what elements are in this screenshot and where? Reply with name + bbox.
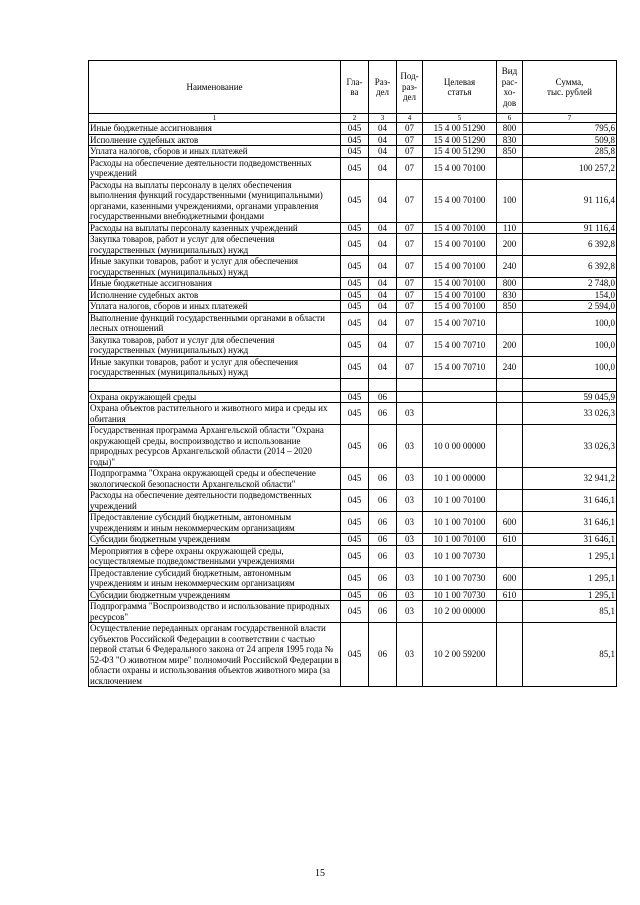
cell-vid — [497, 403, 523, 425]
cell-target: 15 4 00 51290 — [423, 146, 497, 158]
cell-name: Предоставление субсидий бюджетным, автономным учреждениям и иным некоммерческим организациям — [89, 512, 341, 534]
cell-razdel: 04 — [369, 179, 397, 222]
cell-name: Выполнение функций государственными органами в области лесных отношений — [89, 312, 341, 334]
page-number: 15 — [315, 868, 325, 879]
cell-glava: 045 — [341, 278, 369, 290]
cell-target: 15 4 00 51290 — [423, 123, 497, 135]
table-row — [89, 403, 617, 425]
cell-target: 10 1 00 00000 — [423, 468, 497, 490]
cell-razdel: 06 — [369, 468, 397, 490]
cell-razdel: 06 — [369, 534, 397, 546]
cell-target: 15 4 00 70100 — [423, 256, 497, 278]
table-row — [89, 378, 617, 391]
cell-sum: 509,8 — [523, 134, 617, 146]
cell-name: Расходы на выплаты персоналу казенных учреждений — [89, 222, 341, 234]
cell-podrazdel: 07 — [397, 256, 423, 278]
table-row — [89, 234, 617, 256]
cell-target: 10 0 00 00000 — [423, 425, 497, 468]
cell-vid: 830 — [497, 134, 523, 146]
cell-razdel: 06 — [369, 490, 397, 512]
cell-glava: 045 — [341, 589, 369, 601]
cell-glava: 045 — [341, 289, 369, 301]
cell-name: Расходы на обеспечение деятельности подведомственных учреждений — [89, 157, 341, 179]
cell-razdel: 06 — [369, 567, 397, 589]
cell-razdel: 06 — [369, 512, 397, 534]
cell-podrazdel: 03 — [397, 601, 423, 623]
cell-podrazdel: 07 — [397, 301, 423, 313]
table-row — [89, 134, 617, 146]
cell-vid: 240 — [497, 256, 523, 278]
cell-vid — [497, 601, 523, 623]
cell-target: 15 4 00 70710 — [423, 334, 497, 356]
cell-name: Подпрограмма "Охрана окружающей среды и обеспечение экологической безопасности Архангельской области" — [89, 468, 341, 490]
cell-podrazdel: 03 — [397, 468, 423, 490]
table-row — [89, 391, 617, 403]
cell-podrazdel: 07 — [397, 179, 423, 222]
cell-name: Мероприятия в сфере охраны окружающей среды, осуществляемые подведомственными учреждениями — [89, 545, 341, 567]
cell-glava: 045 — [341, 356, 369, 378]
cell-glava: 045 — [341, 468, 369, 490]
cell-podrazdel: 03 — [397, 425, 423, 468]
cell-glava: 045 — [341, 301, 369, 313]
cell-target: 10 1 00 70730 — [423, 567, 497, 589]
cell-glava: 045 — [341, 222, 369, 234]
cell-vid: 110 — [497, 222, 523, 234]
table-row — [89, 601, 617, 623]
cell-name: Иные бюджетные ассигнования — [89, 123, 341, 135]
cell-razdel: 06 — [369, 403, 397, 425]
cell-name: Исполнение судебных актов — [89, 289, 341, 301]
cell-razdel: 04 — [369, 356, 397, 378]
cell-razdel: 04 — [369, 123, 397, 135]
table-row — [89, 278, 617, 290]
cell-sum: 85,1 — [523, 623, 617, 687]
cell-podrazdel: 07 — [397, 278, 423, 290]
column-number: 2 — [341, 114, 369, 123]
table-row — [89, 289, 617, 301]
cell-name: Уплата налогов, сборов и иных платежей — [89, 146, 341, 158]
cell-name: Исполнение судебных актов — [89, 134, 341, 146]
table-row — [89, 123, 617, 135]
cell-name: Иные закупки товаров, работ и услуг для обеспечения государственных (муниципальных) нужд — [89, 256, 341, 278]
cell-razdel: 06 — [369, 425, 397, 468]
cell-vid: 610 — [497, 589, 523, 601]
cell-vid — [497, 378, 523, 391]
cell-glava: 045 — [341, 490, 369, 512]
cell-glava: 045 — [341, 234, 369, 256]
table-row — [89, 468, 617, 490]
cell-vid: 600 — [497, 567, 523, 589]
cell-glava: 045 — [341, 157, 369, 179]
cell-glava: 045 — [341, 334, 369, 356]
table-row — [89, 146, 617, 158]
cell-podrazdel: 03 — [397, 512, 423, 534]
table-row — [89, 589, 617, 601]
cell-target: 10 1 00 70100 — [423, 512, 497, 534]
cell-glava: 045 — [341, 403, 369, 425]
cell-razdel: 04 — [369, 334, 397, 356]
column-number: 6 — [497, 114, 523, 123]
cell-target: 15 4 00 51290 — [423, 134, 497, 146]
table-row — [89, 623, 617, 687]
cell-target: 15 4 00 70100 — [423, 278, 497, 290]
cell-podrazdel — [397, 378, 423, 391]
cell-vid — [497, 545, 523, 567]
cell-glava: 045 — [341, 179, 369, 222]
cell-podrazdel: 07 — [397, 312, 423, 334]
cell-name: Закупка товаров, работ и услуг для обеспечения государственных (муниципальных) нужд — [89, 234, 341, 256]
cell-name: Осуществление переданных органам государственной власти субъектов Российской Федерации в соответствии с частью первой статьи 6 Федерального закона от 24 апреля 1995 года № 52-ФЗ "О животном мире" полномочий Российской Федерации в области охраны и использования объектов животного мира (за исключением — [90, 623, 339, 686]
cell-vid — [497, 623, 523, 687]
cell-razdel: 06 — [369, 589, 397, 601]
cell-vid: 200 — [497, 234, 523, 256]
cell-sum: 285,8 — [523, 146, 617, 158]
cell-sum: 100,0 — [523, 312, 617, 334]
cell-razdel: 04 — [369, 301, 397, 313]
cell-name: Уплата налогов, сборов и иных платежей — [89, 301, 341, 313]
cell-glava: 045 — [341, 623, 369, 687]
cell-vid — [497, 157, 523, 179]
cell-sum: 59 045,9 — [523, 391, 617, 403]
cell-sum: 100 257,2 — [523, 157, 617, 179]
table-row — [89, 312, 617, 334]
column-number: 7 — [523, 114, 617, 123]
cell-podrazdel: 07 — [397, 222, 423, 234]
cell-vid: 600 — [497, 512, 523, 534]
cell-glava: 045 — [341, 425, 369, 468]
table-row — [89, 567, 617, 589]
cell-vid — [497, 490, 523, 512]
header-razdel: Раз- дел — [369, 61, 397, 114]
cell-target: 10 2 00 00000 — [423, 601, 497, 623]
header-podrazdel: Под- раз- дел — [397, 61, 423, 114]
header-sum: Сумма, тыс. рублей — [523, 61, 617, 114]
cell-podrazdel — [397, 391, 423, 403]
table-row — [89, 490, 617, 512]
cell-target: 15 4 00 70100 — [423, 222, 497, 234]
cell-sum: 31 646,1 — [523, 512, 617, 534]
cell-target: 15 4 00 70100 — [423, 179, 497, 222]
cell-sum: 31 646,1 — [523, 490, 617, 512]
table-row — [89, 512, 617, 534]
cell-glava: 045 — [341, 534, 369, 546]
cell-vid: 800 — [497, 123, 523, 135]
cell-vid: 830 — [497, 289, 523, 301]
cell-target — [423, 403, 497, 425]
cell-sum: 795,6 — [523, 123, 617, 135]
table-header-row — [89, 61, 617, 114]
table-row — [89, 179, 617, 222]
table-row — [89, 256, 617, 278]
cell-podrazdel: 07 — [397, 134, 423, 146]
cell-target: 15 4 00 70710 — [423, 356, 497, 378]
table-row — [89, 545, 617, 567]
column-number: 5 — [423, 114, 497, 123]
cell-glava: 045 — [341, 545, 369, 567]
header-glava: Гла- ва — [341, 61, 369, 114]
cell-sum: 32 941,2 — [523, 468, 617, 490]
cell-name: Расходы на обеспечение деятельности подведомственных учреждений — [89, 490, 341, 512]
cell-vid: 850 — [497, 301, 523, 313]
cell-razdel: 04 — [369, 157, 397, 179]
cell-podrazdel: 07 — [397, 289, 423, 301]
table-row — [89, 534, 617, 546]
table-row — [89, 301, 617, 313]
cell-podrazdel: 07 — [397, 123, 423, 135]
cell-vid: 610 — [497, 534, 523, 546]
cell-razdel: 04 — [369, 278, 397, 290]
cell-target: 15 4 00 70100 — [423, 157, 497, 179]
cell-name: Государственная программа Архангельской области "Охрана окружающей среды, воспроизводство и использование природных ресурсов Архангельской области (2014 – 2020 годы)" — [89, 425, 341, 468]
cell-sum: 91 116,4 — [523, 179, 617, 222]
cell-sum: 91 116,4 — [523, 222, 617, 234]
cell-glava: 045 — [341, 123, 369, 135]
cell-glava: 045 — [341, 312, 369, 334]
cell-podrazdel: 03 — [397, 567, 423, 589]
cell-sum: 2 748,0 — [523, 278, 617, 290]
cell-podrazdel: 03 — [397, 490, 423, 512]
cell-name: Подпрограмма "Воспроизводство и использование природных ресурсов" — [89, 601, 341, 623]
cell-razdel: 04 — [369, 256, 397, 278]
cell-glava: 045 — [341, 256, 369, 278]
column-number: 1 — [89, 114, 341, 123]
cell-razdel: 06 — [369, 391, 397, 403]
cell-target: 10 1 00 70730 — [423, 589, 497, 601]
cell-podrazdel: 03 — [397, 623, 423, 687]
cell-razdel: 04 — [369, 146, 397, 158]
cell-name: Закупка товаров, работ и услуг для обеспечения государственных (муниципальных) нужд — [89, 334, 341, 356]
cell-sum: 85,1 — [523, 601, 617, 623]
cell-vid: 200 — [497, 334, 523, 356]
cell-sum: 1 295,1 — [523, 567, 617, 589]
cell-podrazdel: 03 — [397, 545, 423, 567]
cell-target: 10 1 00 70730 — [423, 545, 497, 567]
header-vid: Вид рас- хо- дов — [497, 61, 523, 114]
table-row — [89, 356, 617, 378]
cell-sum — [523, 378, 617, 391]
cell-razdel: 04 — [369, 289, 397, 301]
cell-glava: 045 — [341, 146, 369, 158]
cell-razdel: 06 — [369, 601, 397, 623]
cell-razdel: 04 — [369, 222, 397, 234]
cell-vid — [497, 391, 523, 403]
cell-glava — [341, 378, 369, 391]
table-row — [89, 334, 617, 356]
cell-glava: 045 — [341, 391, 369, 403]
cell-target — [423, 391, 497, 403]
cell-razdel: 04 — [369, 234, 397, 256]
cell-name: Иные закупки товаров, работ и услуг для обеспечения государственных (муниципальных) нужд — [89, 356, 341, 378]
cell-podrazdel: 03 — [397, 534, 423, 546]
cell-name: Иные бюджетные ассигнования — [89, 278, 341, 290]
cell-target: 15 4 00 70100 — [423, 234, 497, 256]
cell-razdel: 04 — [369, 134, 397, 146]
cell-vid — [497, 425, 523, 468]
table-body — [89, 123, 617, 687]
cell-vid: 850 — [497, 146, 523, 158]
cell-target — [423, 378, 497, 391]
column-number: 3 — [369, 114, 397, 123]
cell-glava: 045 — [341, 512, 369, 534]
cell-sum: 100,0 — [523, 334, 617, 356]
cell-sum: 31 646,1 — [523, 534, 617, 546]
cell-sum: 100,0 — [523, 356, 617, 378]
cell-razdel — [369, 378, 397, 391]
cell-name: Предоставление субсидий бюджетным, автономным учреждениям и иным некоммерческим организациям — [89, 567, 341, 589]
cell-vid: 240 — [497, 356, 523, 378]
cell-target: 15 4 00 70710 — [423, 312, 497, 334]
budget-table — [88, 60, 617, 687]
cell-razdel: 06 — [369, 623, 397, 687]
cell-sum: 1 295,1 — [523, 545, 617, 567]
cell-sum: 2 594,0 — [523, 301, 617, 313]
cell-target: 15 4 00 70100 — [423, 289, 497, 301]
table-row — [89, 222, 617, 234]
cell-vid: 800 — [497, 278, 523, 290]
cell-glava: 045 — [341, 567, 369, 589]
cell-sum: 33 026,3 — [523, 425, 617, 468]
cell-podrazdel: 07 — [397, 146, 423, 158]
cell-glava: 045 — [341, 601, 369, 623]
header-target: Целевая статья — [423, 61, 497, 114]
cell-vid — [497, 312, 523, 334]
cell-target: 10 1 00 70100 — [423, 490, 497, 512]
cell-name: Субсидии бюджетным учреждениям — [89, 534, 341, 546]
table-row — [89, 157, 617, 179]
cell-target: 10 1 00 70100 — [423, 534, 497, 546]
column-number: 4 — [397, 114, 423, 123]
cell-name: Охрана объектов растительного и животного мира и среды их обитания — [89, 403, 341, 425]
cell-target: 10 2 00 59200 — [423, 623, 497, 687]
cell-name: Охрана окружающей среды — [89, 391, 341, 403]
cell-sum: 33 026,3 — [523, 403, 617, 425]
cell-podrazdel: 03 — [397, 589, 423, 601]
cell-razdel: 06 — [369, 545, 397, 567]
cell-vid: 100 — [497, 179, 523, 222]
table-row — [89, 425, 617, 468]
cell-podrazdel: 07 — [397, 157, 423, 179]
cell-podrazdel: 07 — [397, 356, 423, 378]
cell-podrazdel: 03 — [397, 403, 423, 425]
header-name: Наименование — [89, 61, 341, 114]
cell-sum: 6 392,8 — [523, 256, 617, 278]
cell-name: Расходы на выплаты персоналу в целях обеспечения выполнения функций государственными (муниципальными) органами, казенными учреждениями, органами управления государственными внебюджетными фондами — [89, 179, 341, 222]
cell-podrazdel: 07 — [397, 334, 423, 356]
cell-razdel: 04 — [369, 312, 397, 334]
cell-podrazdel: 07 — [397, 234, 423, 256]
cell-name: Субсидии бюджетным учреждениям — [89, 589, 341, 601]
cell-sum: 6 392,8 — [523, 234, 617, 256]
cell-name — [89, 378, 341, 391]
column-number-row — [89, 114, 617, 123]
cell-sum: 1 295,1 — [523, 589, 617, 601]
cell-target: 15 4 00 70100 — [423, 301, 497, 313]
cell-sum: 154,0 — [523, 289, 617, 301]
cell-glava: 045 — [341, 134, 369, 146]
cell-vid — [497, 468, 523, 490]
